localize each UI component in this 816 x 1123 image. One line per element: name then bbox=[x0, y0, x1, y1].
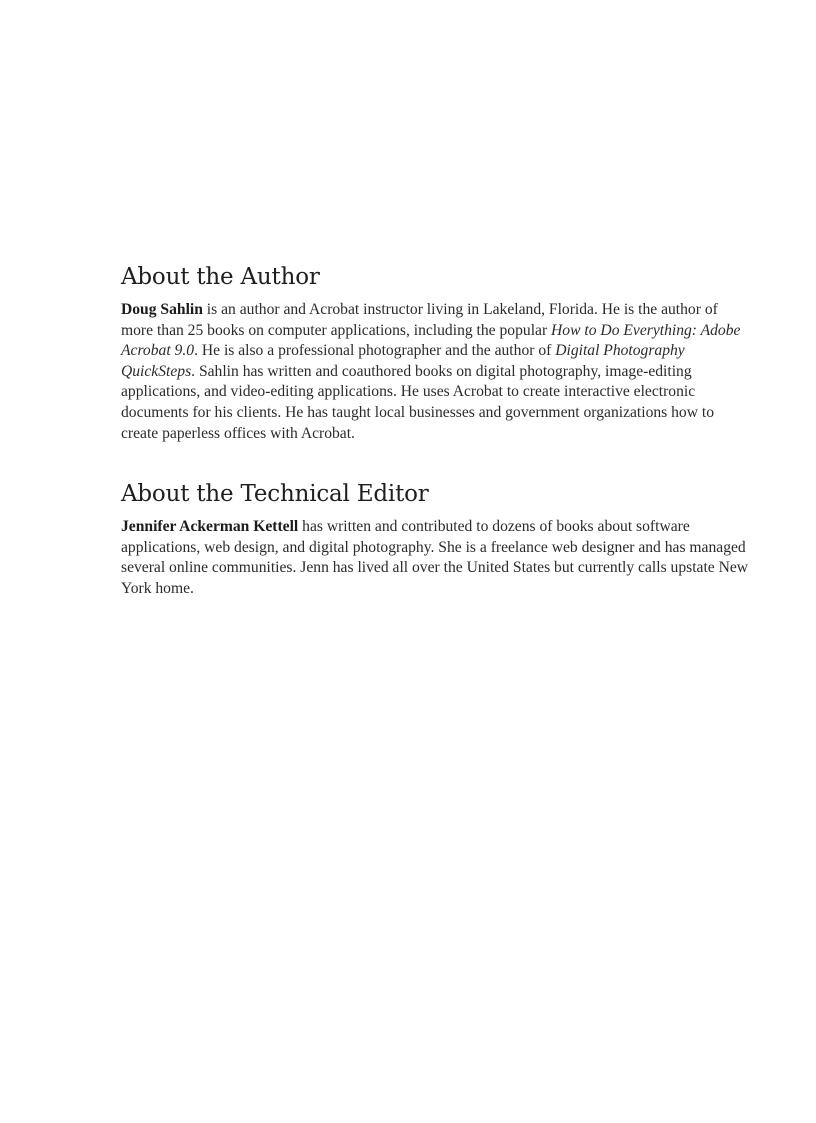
about-author-heading: About the Author bbox=[121, 264, 320, 290]
main-content bbox=[121, 260, 751, 600]
editor-bio-text: has written and contributed to dozens of books about software applications, web design, and digital photography. She is a freelance web designer and has managed several online communities. Jenn has lived all over the United States but currently calls upstate New York home. bbox=[121, 518, 749, 597]
editor-name: Jennifer Ackerman Kettell bbox=[121, 518, 299, 536]
author-bio-text-3: . Sahlin has written and coauthored books on digital photography, image-editing applications, and video-editing applications. He uses Acrobat to create interactive electronic documents for his clients. He has taught local businesses and government organizations how to create paperless offices with Acrobat. bbox=[121, 362, 715, 442]
about-editor-heading: About the Technical Editor bbox=[121, 481, 429, 508]
about-editor-section bbox=[121, 477, 751, 599]
author-bio-text-1: is an author and Acrobat instructor living in Lakeland, Florida. He is the author of more than 25 books on computer applications, including the popular bbox=[121, 301, 718, 339]
author-name: Doug Sahlin bbox=[121, 301, 203, 318]
author-bio-text-2: . He is also a professional photographer and the author of bbox=[194, 342, 556, 360]
about-author-section bbox=[121, 260, 751, 444]
editor-bio bbox=[121, 517, 751, 599]
author-bio bbox=[121, 300, 751, 444]
author-book-title-1: How to Do Everything: Adobe Acrobat 9.0 bbox=[121, 321, 741, 360]
author-book-title-2: Digital Photography QuickSteps bbox=[121, 342, 685, 380]
